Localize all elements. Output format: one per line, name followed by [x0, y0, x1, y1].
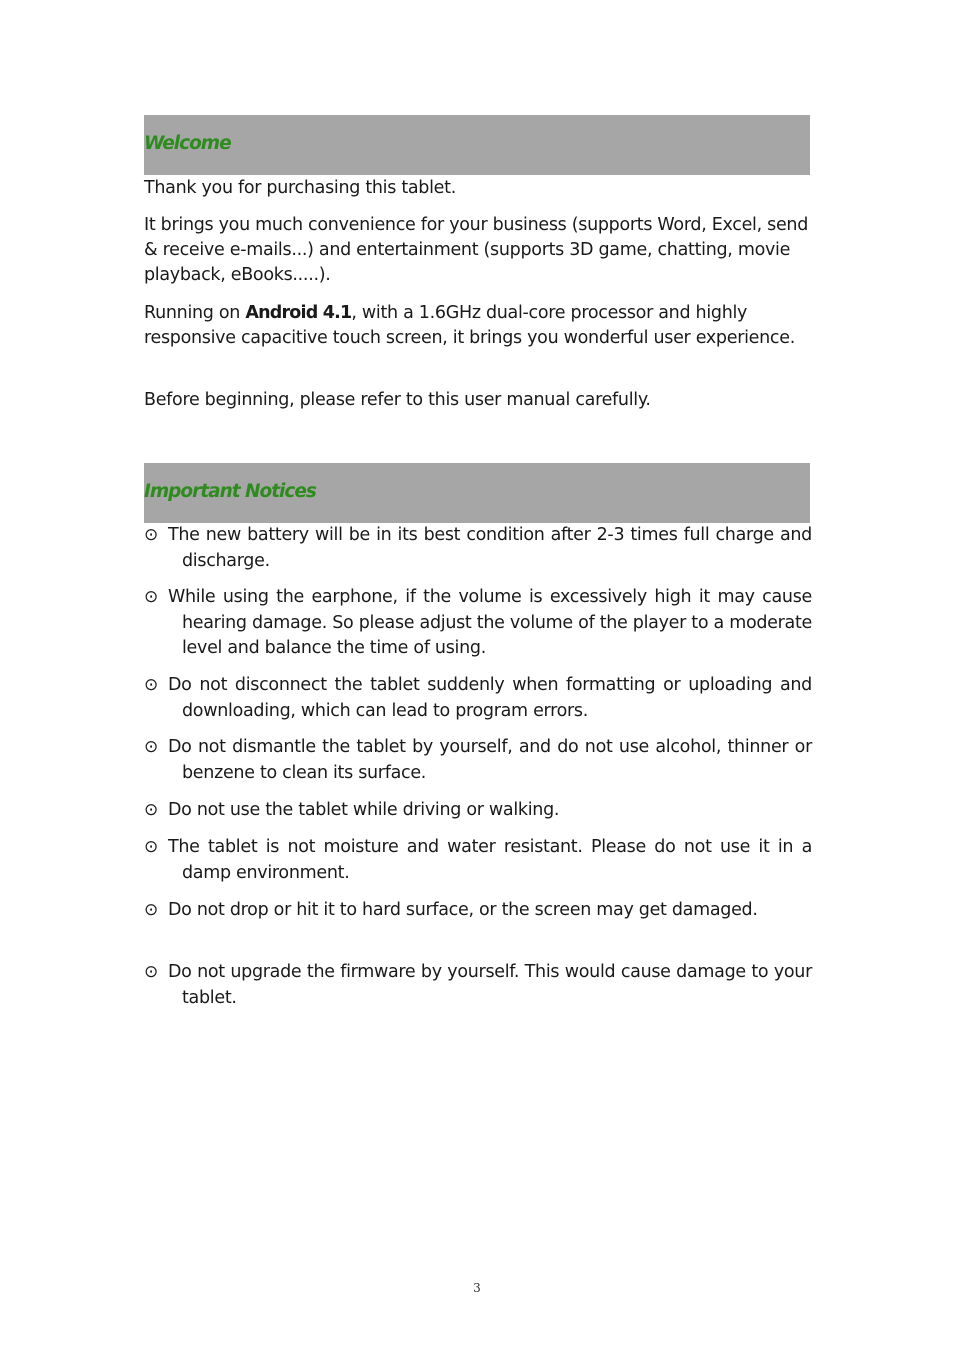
notices-heading: Important Notices: [144, 481, 316, 502]
notice-item: [144, 735, 812, 786]
bullet-icon: ⊙: [144, 675, 158, 695]
welcome-p3-prefix: Running on: [144, 303, 246, 323]
notice-text: The tablet is not moisture and water resistant. Please do not use it in a damp environment.: [168, 837, 812, 883]
notice-text: Do not disconnect the tablet suddenly when formatting or uploading and downloading, which can lead to program errors.: [168, 675, 812, 721]
android-version: Android 4.1: [245, 303, 352, 323]
bullet-icon: ⊙: [144, 525, 158, 545]
welcome-paragraph-2: It brings you much convenience for your business (supports Word, Excel, send & receive e-mails...) and entertainment (supports 3D game, chatting, movie playback, eBooks.....).: [144, 215, 809, 285]
notice-item: [144, 523, 812, 574]
page-number: 3: [473, 1281, 481, 1295]
welcome-p3-suffix: , with a 1.6GHz dual-core processor and highly responsive capacitive touch screen, it brings you wonderful user experience.: [144, 303, 795, 348]
notice-item: [144, 898, 812, 924]
notices-header: [144, 463, 810, 523]
bullet-icon: ⊙: [144, 837, 158, 857]
welcome-header: [144, 115, 810, 175]
welcome-paragraph-3: [144, 301, 812, 351]
notice-item: [144, 585, 812, 662]
welcome-heading: Welcome: [144, 133, 231, 154]
bullet-icon: ⊙: [144, 737, 158, 757]
notice-item: [144, 673, 812, 724]
notice-text: Do not drop or hit it to hard surface, or the screen may get damaged.: [168, 900, 758, 920]
notice-text: Do not upgrade the firmware by yourself. This would cause damage to your tablet.: [168, 962, 812, 1008]
notice-item: [144, 835, 812, 886]
welcome-paragraph-4: Before beginning, please refer to this user manual carefully.: [144, 390, 651, 410]
notice-text: Do not use the tablet while driving or walking.: [168, 800, 560, 820]
bullet-icon: ⊙: [144, 900, 158, 920]
notice-text: The new battery will be in its best condition after 2-3 times full charge and discharge.: [168, 525, 812, 571]
notice-text: While using the earphone, if the volume is excessively high it may cause hearing damage. So please adjust the volume of the player to a moderate level and balance the time of using.: [168, 587, 812, 658]
bullet-icon: ⊙: [144, 800, 158, 820]
welcome-paragraph-1: Thank you for purchasing this tablet.: [144, 178, 456, 198]
bullet-icon: ⊙: [144, 962, 158, 982]
notice-item: [144, 960, 812, 1011]
bullet-icon: ⊙: [144, 587, 158, 607]
notice-text: Do not dismantle the tablet by yourself, and do not use alcohol, thinner or benzene to clean its surface.: [168, 737, 812, 783]
notice-item: [144, 798, 812, 824]
